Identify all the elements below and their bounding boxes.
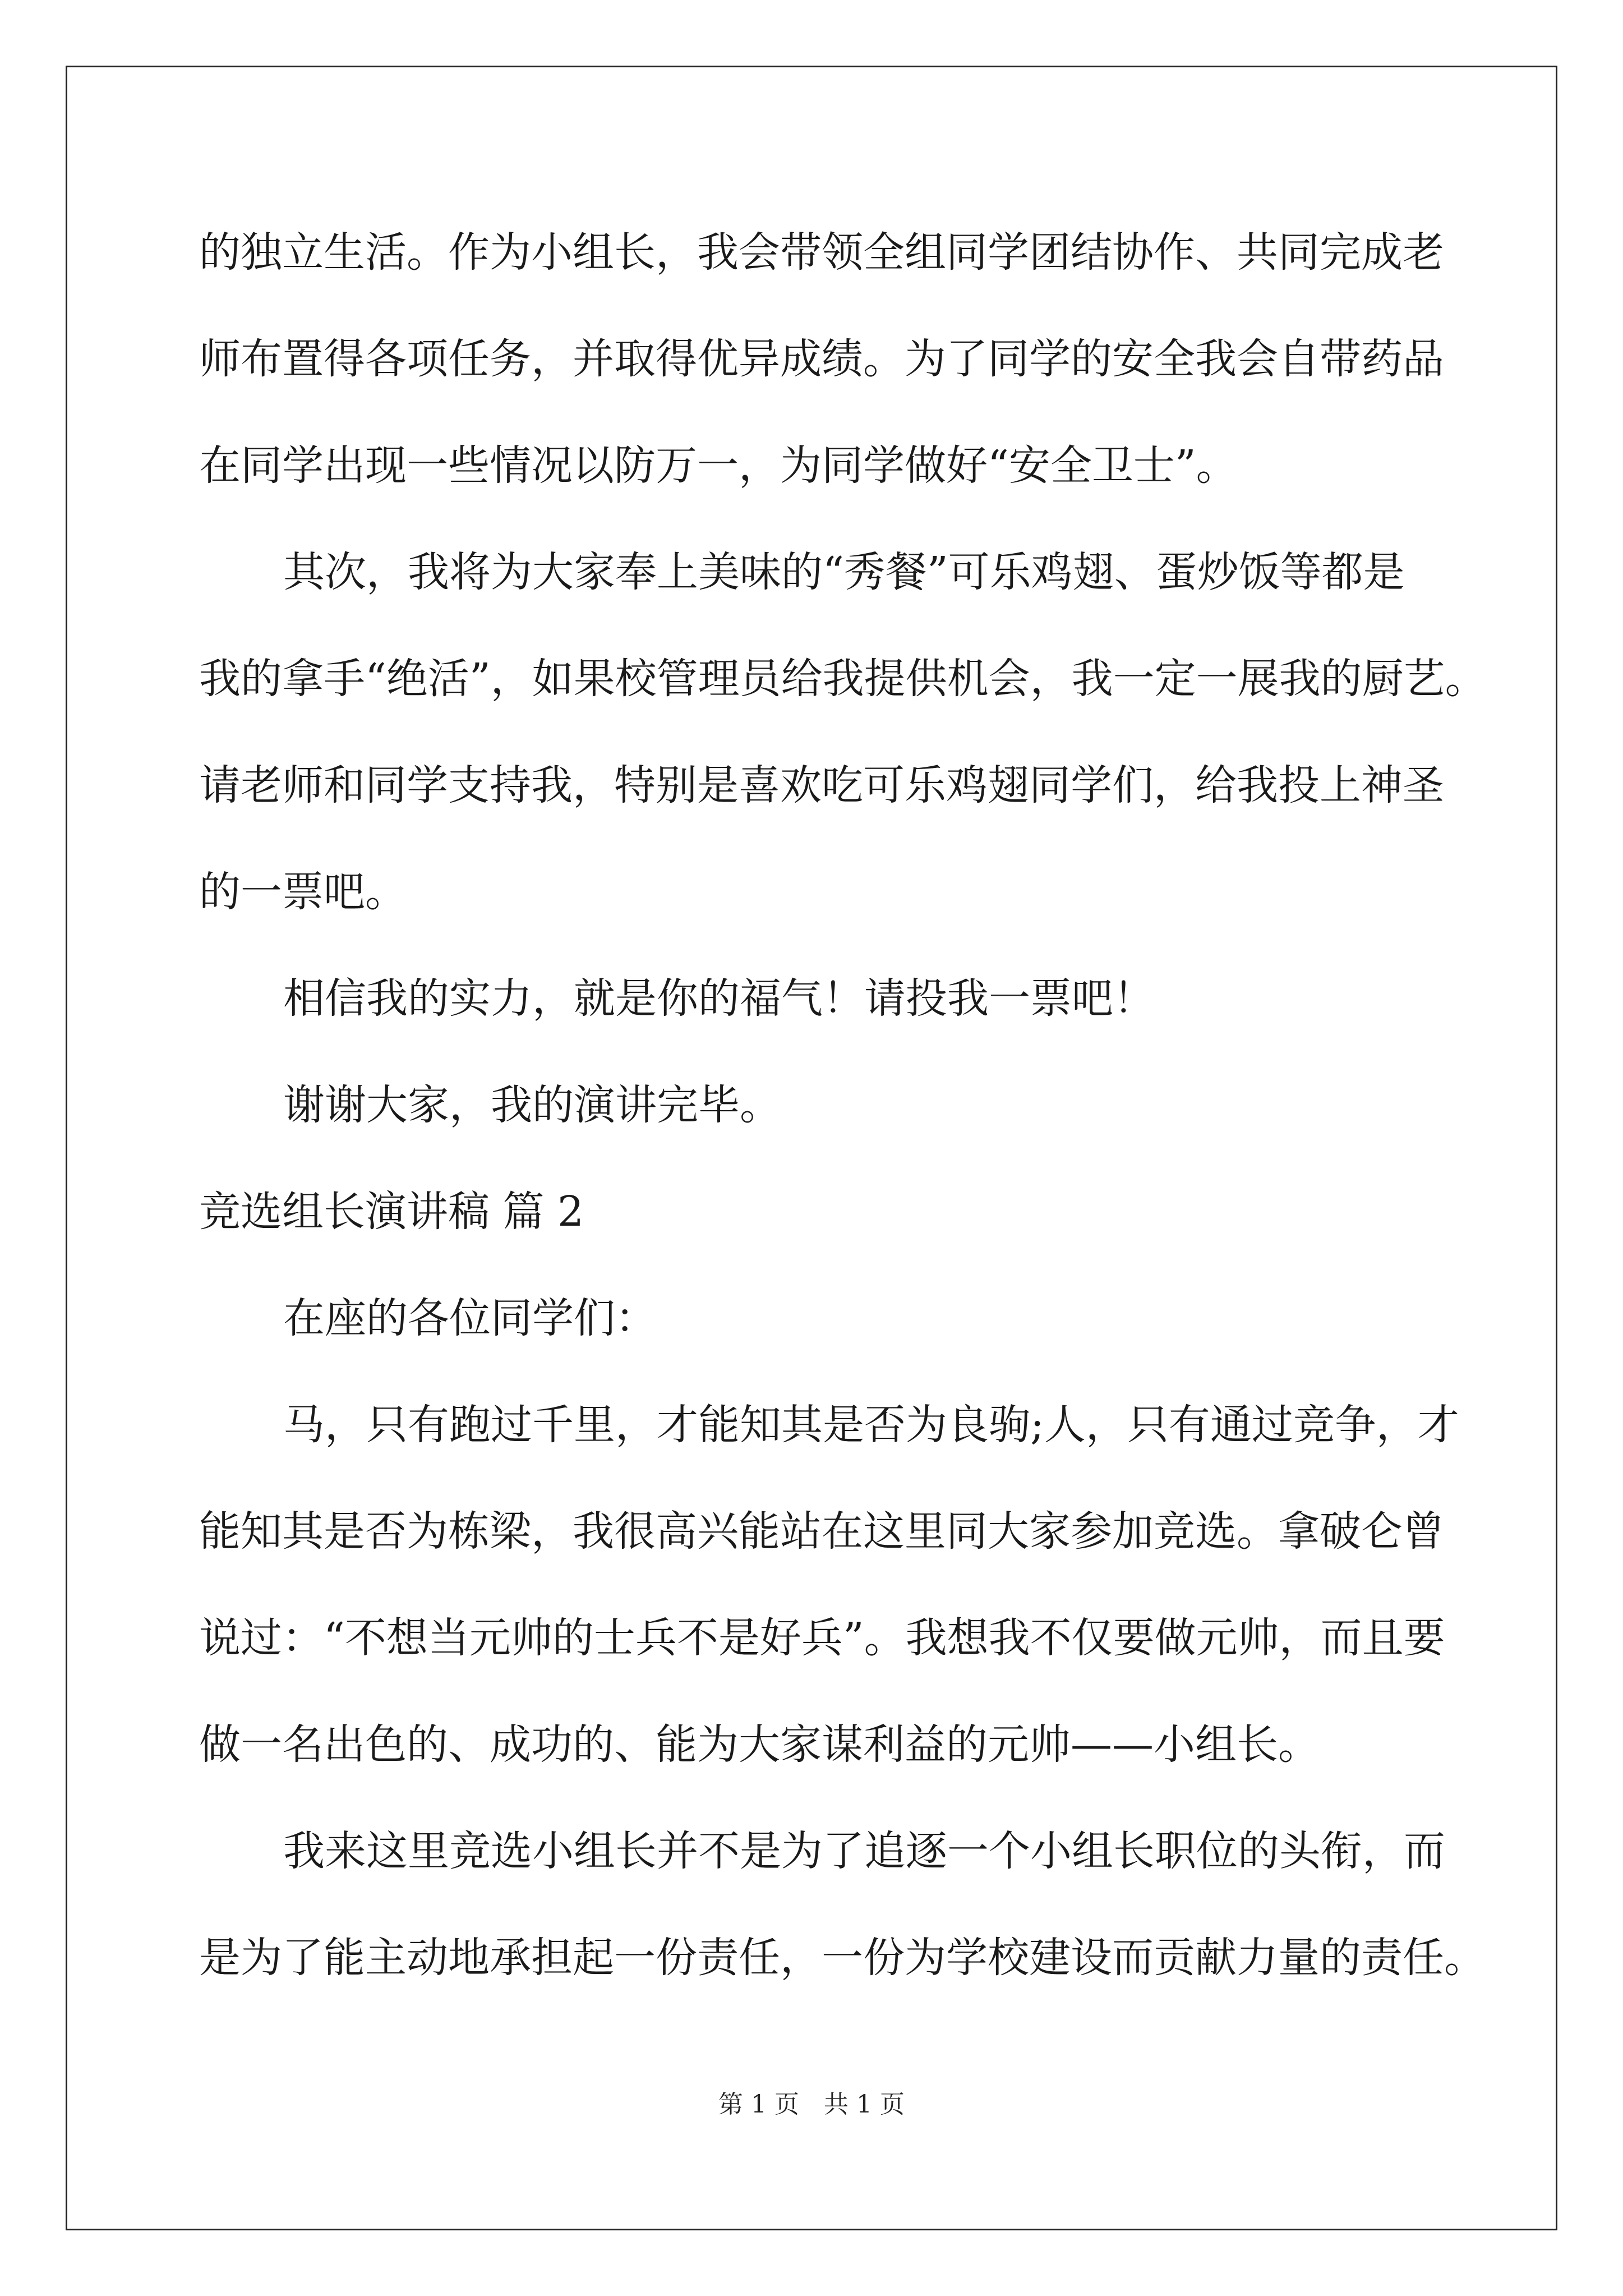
text-line: 谢谢大家，我的演讲完毕。 xyxy=(283,1081,781,1129)
text-line: 师布置得各项任务，并取得优异成绩。为了同学的安全我会自带药品 xyxy=(199,335,1444,383)
section-heading: 竞选组长演讲稿 篇 2 xyxy=(199,1188,584,1236)
text-line: 说过：“不想当元帅的士兵不是好兵”。我想我不仅要做元帅，而且要 xyxy=(199,1614,1445,1662)
text-line: 在座的各位同学们： xyxy=(283,1294,657,1342)
text-line: 的独立生活。作为小组长，我会带领全组同学团结协作、共同完成老 xyxy=(199,228,1444,277)
text-line: 我的拿手“绝活”，如果校管理员给我提供机会，我一定一展我的厨艺。 xyxy=(199,655,1487,703)
text-line: 在同学出现一些情况以防万一，为同学做好“安全卫士”。 xyxy=(199,441,1238,490)
text-line: 其次，我将为大家奉上美味的“秀餐”可乐鸡翅、蛋炒饭等都是 xyxy=(283,548,1405,596)
text-line: 的一票吧。 xyxy=(199,868,407,916)
text-line: 是为了能主动地承担起一份责任，一份为学校建设而贡献力量的责任。 xyxy=(199,1934,1486,1982)
text-line: 请老师和同学支持我，特别是喜欢吃可乐鸡翅同学们，给我投上神圣 xyxy=(199,761,1444,809)
page-footer: 第 1 页 共 1 页 xyxy=(718,2090,905,2119)
text-line: 我来这里竞选小组长并不是为了追逐一个小组长职位的头衔，而 xyxy=(283,1827,1445,1875)
text-line: 能知其是否为栋梁，我很高兴能站在这里同大家参加竞选。拿破仑曾 xyxy=(199,1507,1444,1556)
text-line: 马，只有跑过千里，才能知其是否为良驹;人，只有通过竞争，才 xyxy=(283,1401,1459,1449)
text-line: 相信我的实力，就是你的福气！请投我一票吧！ xyxy=(283,974,1155,1023)
document-body xyxy=(199,213,1487,2025)
text-line: 做一名出色的、成功的、能为大家谋利益的元帅——小组长。 xyxy=(199,1720,1320,1769)
